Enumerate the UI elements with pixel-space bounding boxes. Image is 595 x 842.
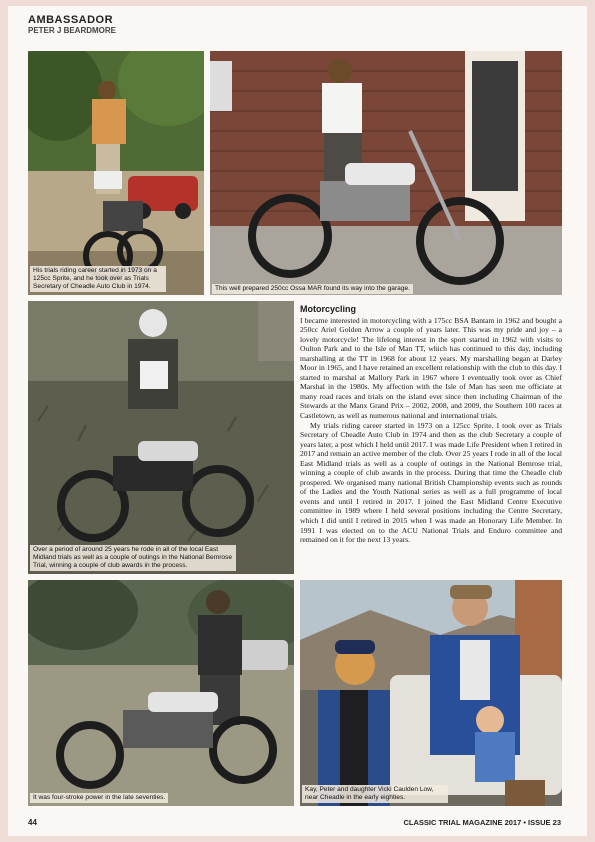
caption-photo1: His trials riding career started in 1973 on a 125cc Sprite, and he took over as Trials Secretary of Cheadle Auto Club in 1974. <box>30 266 166 292</box>
article-body <box>300 305 562 545</box>
photo-rider-number-60 <box>28 301 294 574</box>
author-name: PETER J BEARDMORE <box>28 26 117 35</box>
article-paragraph: I became interested in motorcycling with a 175cc BSA Bantam in 1962 and bought a 250cc Ariel Golden Arrow a couple of years later. This was my pride and joy – a lovely motorcycle! The lifelong interest in the sport started in 1962 with visits to Oulton Park and to the Isle of Man TT, which has continued to this day, including marshalling at the TT in 1968 for about 12 years. My marshalling began at Darley Moor in 1965, and I have retained an excellent relationship with the club to this day. I started to marshal at Mallory Park in 1967 where I eventually took over as Chief Marshal in the 1980s. My affection with the Isle of Man has seen me officiate at many road races and trials on the island ever since then including Chairman of the Stewards at the Manx Grand Prix – 2002, 2008, and 2009, the Southern 100 races at Castletown, as well as numerous national and international trials. <box>300 315 562 421</box>
page-number: 44 <box>28 818 37 827</box>
section-title: AMBASSADOR <box>28 14 114 26</box>
caption-photo3: Over a period of around 25 years he rode in all of the local East Midland trials as well as a couple of outings in the National Bemrose Trial, winning a couple of club awards in the process. <box>30 545 236 571</box>
caption-photo2: This well prepared 250cc Ossa MAR found its way into the garage. <box>212 284 413 294</box>
caption-photo4: It was four-stroke power in the late seventies. <box>30 793 168 803</box>
publication-footer: CLASSIC TRIAL MAGAZINE 2017 • ISSUE 23 <box>403 818 561 827</box>
photo-four-stroke <box>28 580 294 806</box>
article-heading: Motorcycling <box>300 304 357 314</box>
article-paragraph: My trials riding career started in 1973 on a 125cc Sprite. I took over as Trials Secretary of Cheadle Auto Club in 1974 and then as the club Secretary a couple of years later, a post which I held until 2017. I was made Life President when I retired in 2017 and remain an active member of the club. Over 25 years I rode in all of the local East Midland trials as well as a couple of outings in the National Bemrose trial, winning a couple of club awards in the process. During that time the Cheadle club prospered. We organised many national British Championship events such as rounds of the Ladies and the Youth National series as well as a full programme of local events and until I retired in 2017. I joined the East Midland Centre Executive committee in 1989 where I held several positions including the Centre Secretary, which I did until I retired in 2015 when I was made an Honorary Life Member. In 1991 I was elected on to the ACU National Trials and Enduro committee and remained on it for the next 13 years. <box>300 420 562 545</box>
photo-sprite-rider <box>28 51 204 295</box>
photo-family <box>300 580 562 806</box>
caption-photo5: Kay, Peter and daughter Vicki Caulden Low, near Cheadle in the early eighties. <box>302 785 448 803</box>
photo-ossa-mar <box>210 51 562 295</box>
